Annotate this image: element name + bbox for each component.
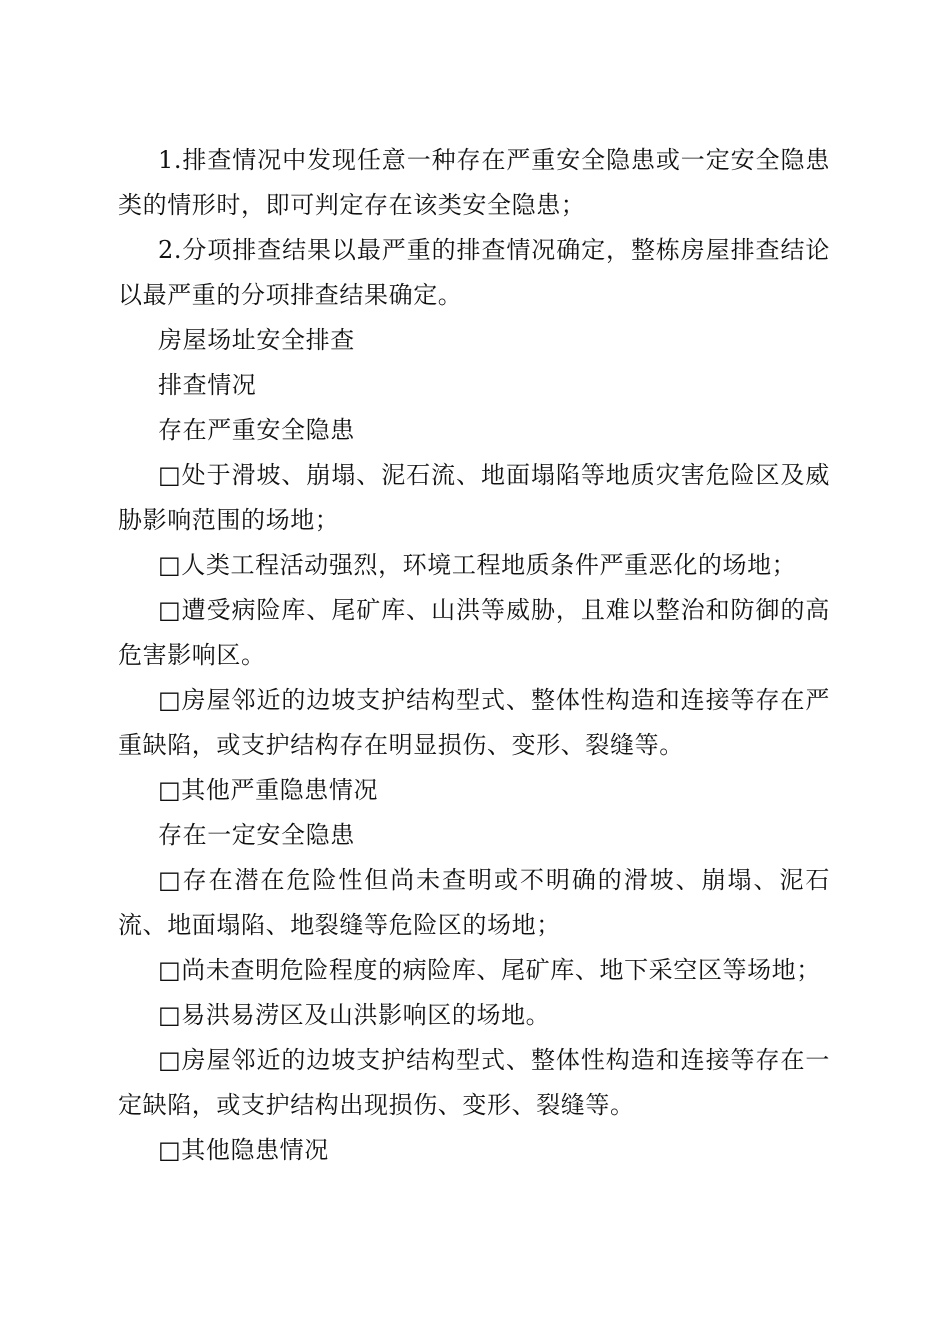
certain-item-2[interactable]: □尚未查明危险程度的病险库、尾矿库、地下采空区等场地； xyxy=(158,956,821,984)
certain-hazard-heading: 存在一定安全隐患 xyxy=(158,821,355,849)
note-2: 2.分项排查结果以最严重的排查情况确定，整栋房屋排查结论以最严重的分项排查结果确定。 xyxy=(118,236,830,309)
serious-item-5[interactable]: □其他严重隐患情况 xyxy=(158,776,379,804)
serious-item-1[interactable]: □处于滑坡、崩塌、泥石流、地面塌陷等地质灾害危险区及威胁影响范围的场地； xyxy=(118,461,830,534)
note-1: 1.排查情况中发现任意一种存在严重安全隐患或一定安全隐患类的情形时，即可判定存在该类安全隐患； xyxy=(118,146,830,219)
serious-item-2[interactable]: □人类工程活动强烈，环境工程地质条件严重恶化的场地； xyxy=(158,551,797,579)
certain-item-1[interactable]: □存在潜在危险性但尚未查明或不明确的滑坡、崩塌、泥石流、地面塌陷、地裂缝等危险区的场地； xyxy=(118,866,830,939)
certain-item-5[interactable]: □其他隐患情况 xyxy=(158,1136,329,1164)
certain-item-3[interactable]: □易洪易涝区及山洪影响区的场地。 xyxy=(158,1001,551,1029)
document-page xyxy=(118,138,830,1173)
subsection-title: 排查情况 xyxy=(158,371,257,399)
serious-item-3[interactable]: □遭受病险库、尾矿库、山洪等威胁，且难以整治和防御的高危害影响区。 xyxy=(118,596,830,669)
serious-hazard-heading: 存在严重安全隐患 xyxy=(158,416,355,444)
serious-item-4[interactable]: □房屋邻近的边坡支护结构型式、整体性构造和连接等存在严重缺陷，或支护结构存在明显损伤、变形、裂缝等。 xyxy=(118,686,830,759)
certain-item-4[interactable]: □房屋邻近的边坡支护结构型式、整体性构造和连接等存在一定缺陷，或支护结构出现损伤、变形、裂缝等。 xyxy=(118,1046,830,1119)
section-title: 房屋场址安全排查 xyxy=(158,326,355,354)
